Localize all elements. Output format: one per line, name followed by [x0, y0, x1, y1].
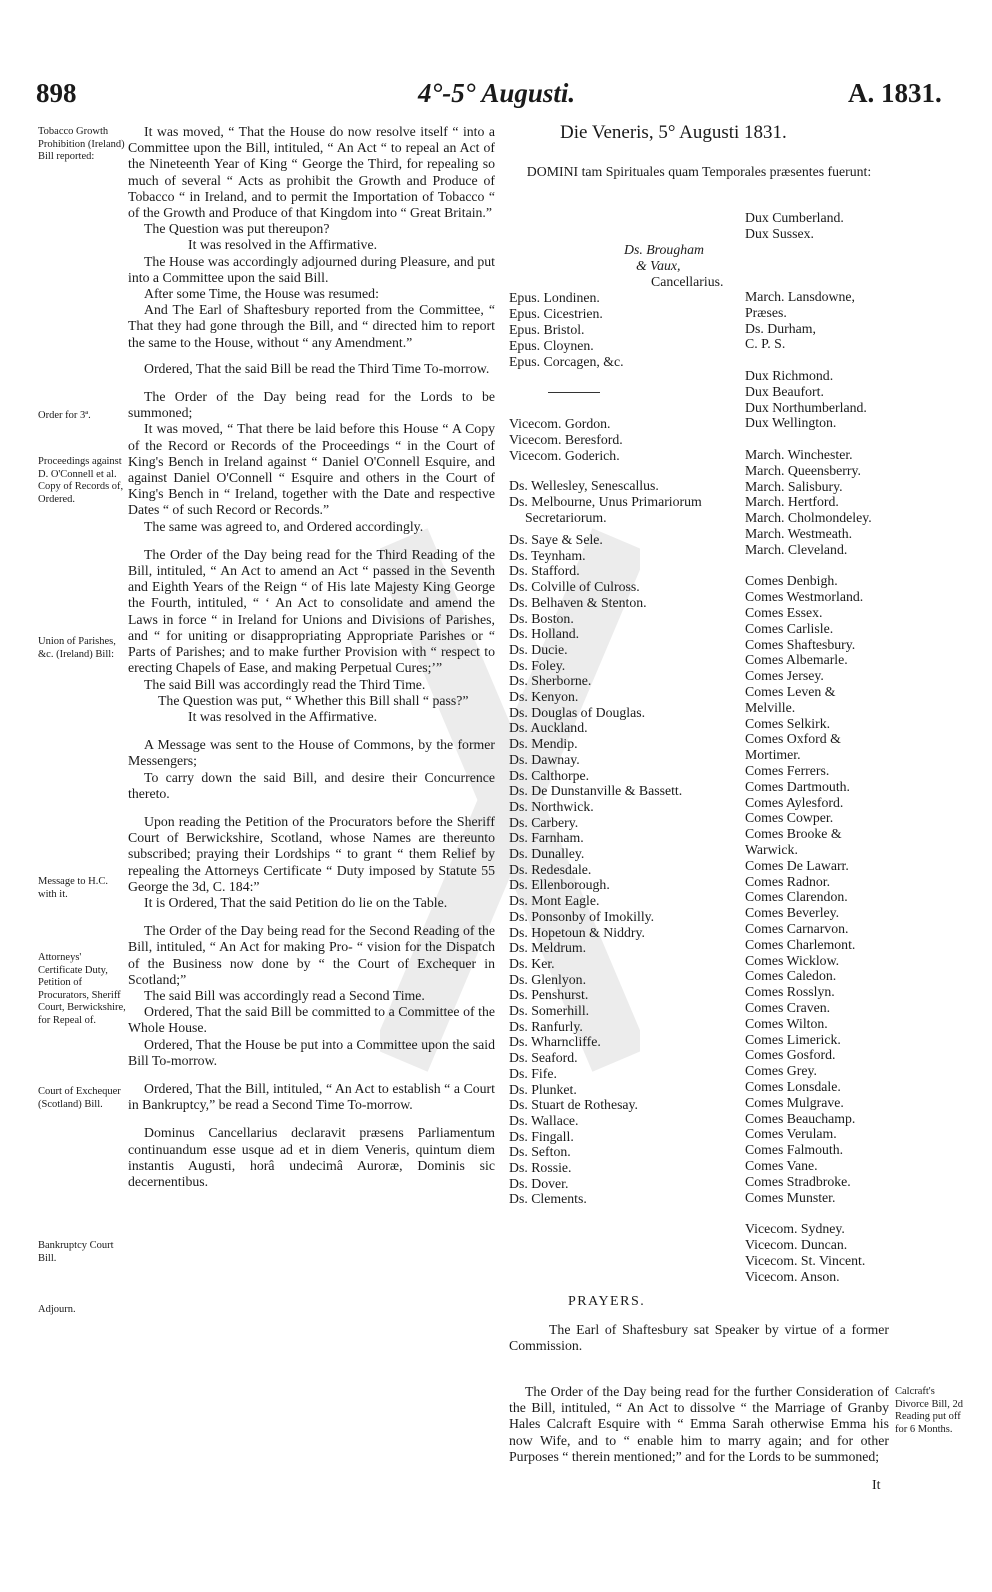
baron-entry: Ds. De Dunstanville & Bassett. — [509, 783, 683, 799]
viscount-entry: Vicecom. Beresford. — [509, 432, 623, 447]
peer-entry: Vicecom. St. Vincent. — [745, 1252, 866, 1268]
peer-entry: Comes Essex. — [745, 605, 823, 620]
peer-entry: Comes Gosford. — [745, 1047, 836, 1063]
baron-entry: Ds. Carbery. — [509, 814, 579, 830]
baron-entry: Ds. Dunalley. — [509, 846, 585, 861]
baron-entry: Ds. Seaford. — [509, 1050, 578, 1066]
peer-entry: C. P. S. — [745, 336, 786, 352]
peer-entry: Comes Mulgrave. — [745, 1094, 844, 1110]
baron-entry: Ds. Ker. — [509, 955, 555, 971]
baron-entry: Ds. Clements. — [509, 1191, 587, 1207]
peer-entry: Vicecom. Duncan. — [745, 1237, 848, 1252]
tobacco-question: The Question was put thereupon? — [144, 221, 330, 237]
order-third-reading: Ordered, That the said Bill be read the Third Time To-morrow. — [144, 360, 490, 376]
adjourn-declaration: Dominus Cancellarius declaravit præsens Parliamentum continuandum esse usque ad et in diem Veneris, quintum diem instantis Augusti, horâ undecimâ Auroræ, Dominis sic decernentibus. — [128, 1125, 495, 1189]
baron-entry: Ds. Ranfurly. — [509, 1018, 583, 1034]
attendance-intro: DOMINI tam Spirituales quam Temporales præsentes fuerunt: — [526, 164, 872, 179]
peer-entry: Comes Lonsdale. — [745, 1079, 841, 1094]
baron-entry: Ds. Rossie. — [509, 1160, 572, 1175]
exchequer-committee: Ordered, That the House be put into a Committee upon the said Bill To-morrow. — [128, 1036, 495, 1068]
tobacco-resumed: After some Time, the House was resumed: — [144, 286, 379, 302]
margin-note-adjourn: Adjourn. — [38, 1304, 76, 1315]
chancellor-name: Ds. Brougham — [624, 242, 704, 257]
baron-entry: Ds. Belhaven & Stenton. — [509, 594, 647, 610]
peer-entry: Comes Selkirk. — [745, 715, 831, 731]
baron-entry: Ds. Plunket. — [509, 1081, 577, 1097]
baron-entry: Ds. Calthorpe. — [509, 767, 590, 783]
peer-entry: March. Hertford. — [745, 494, 839, 510]
baron-entry: Ds. Somerhill. — [509, 1003, 590, 1018]
margin-note-bankruptcy: Bankruptcy Court Bill. — [38, 1240, 114, 1264]
peer-entry: Mortimer. — [745, 747, 801, 763]
peer-entry: Comes Brooke & — [745, 826, 842, 842]
peer-entry: Comes Carlisle. — [745, 620, 834, 636]
baron-entry: Ds. Kenyon. — [509, 689, 579, 704]
peer-entry: Comes Dartmouth. — [745, 778, 850, 794]
baron-entry: Ds. Ponsonby of Imokilly. — [509, 908, 655, 924]
peer-entry: Comes Westmorland. — [745, 589, 864, 605]
baron-entry: Ds. Holland. — [509, 626, 580, 642]
margin-note-order3: Order for 3ª. — [38, 410, 91, 421]
page-year: A. 1831. — [848, 78, 942, 108]
bankruptcy-ordered: Ordered, That the Bill, intituled, “ An Act to establish “ a Court in Bankruptcy,” be read a Second Time To-morrow. — [128, 1080, 495, 1113]
peer-entry: Dux Beaufort. — [745, 383, 824, 399]
peer-entry: Dux Cumberland. — [745, 210, 844, 225]
peer-entry: Comes Albemarle. — [745, 652, 848, 668]
bishop-entry: Epus. Cicestrien. — [509, 306, 603, 321]
catchword: It — [872, 1478, 881, 1493]
message-carry: To carry down the said Bill, and desire their Concurrence thereto. — [128, 769, 495, 801]
baron-entry: Ds. Mont Eagle. — [509, 893, 600, 909]
baron-entry: Ds. Dawnay. — [509, 751, 580, 767]
baron-entry: Ds. Fingall. — [509, 1128, 574, 1144]
peer-entry: Comes Stradbroke. — [745, 1173, 851, 1189]
margin-note-attorneys: Attorneys' Certificate Duty, Petition of Procurators, Sheriff Court, Berwickshire, for Repeal of. — [38, 952, 126, 1026]
peer-entry: Comes Radnor. — [745, 873, 831, 889]
oconnell-agreed: The same was agreed to, and Ordered accordingly. — [144, 518, 424, 534]
peer-entry: Dux Wellington. — [745, 415, 837, 431]
baron-entry: Ds. Glenlyon. — [509, 971, 587, 987]
baron-entry: Ds. Wallace. — [509, 1112, 579, 1128]
peer-entry: Vicecom. Anson. — [745, 1268, 840, 1284]
baron-entry: Ds. Stuart de Rothesay. — [509, 1097, 639, 1113]
page-date: 4°-5° Augusti. — [418, 78, 576, 108]
baron-entry: Ds. Mendip. — [509, 736, 578, 752]
parishes-read: The said Bill was accordingly read the Third Time. — [144, 676, 426, 692]
peer-entry: Comes Cowper. — [745, 810, 834, 826]
bishop-entry: Epus. Cloynen. — [509, 338, 594, 353]
peer-entry: Comes Verulam. — [745, 1126, 837, 1142]
viscount-entry: Vicecom. Goderich. — [509, 448, 620, 463]
peer-entry: Dux Sussex. — [745, 225, 814, 241]
baron-entry: Ds. Saye & Sele. — [509, 532, 603, 547]
baron-entry: Ds. Foley. — [509, 657, 566, 673]
peer-entry: Comes Carnarvon. — [745, 921, 849, 936]
baron-entry: Ds. Douglas of Douglas. — [509, 704, 646, 720]
message-sent: A Message was sent to the House of Commons, by the former Messengers; — [128, 737, 495, 769]
parishes-resolved: It was resolved in the Affirmative. — [188, 708, 378, 724]
exchequer-read: The said Bill was accordingly read a Second Time. — [144, 987, 425, 1003]
baron-entry: Ds. Dover. — [509, 1175, 569, 1191]
prayers-heading: PRAYERS. — [568, 1294, 646, 1309]
bishop-entry: Epus. Londinen. — [509, 290, 600, 305]
page-number: 898 — [36, 78, 77, 108]
peer-entry: Comes Caledon. — [745, 968, 837, 984]
baron-entry: Ds. Ducie. — [509, 641, 568, 657]
baron-entry: Ds. Northwick. — [509, 798, 594, 814]
baron-entry: Ds. Meldrum. — [509, 940, 587, 956]
baron-entry: Ds. Teynham. — [509, 547, 586, 563]
peer-entry: Melville. — [745, 699, 796, 715]
peer-entry: March. Cleveland. — [745, 541, 848, 557]
peer-entry: Comes Rosslyn. — [745, 984, 835, 1000]
baron-entry: Ds. Sherborne. — [509, 673, 592, 689]
margin-note-message: Message to H.C. with it. — [38, 876, 108, 900]
calcraft-order: The Order of the Day being read for the further Consideration of the Bill, intituled, “ An Act to dissolve “ the Marriage of Granby Hales Calcraft Esquire with “ Emma Sarah otherwise Emma his now Wife, and to “ enable him to marry again; and for other Purposes “ therein mentioned;” and for the Lords to be summoned; — [509, 1384, 889, 1464]
oconnell-motion: It was moved, “ That there be laid before this House “ A Copy of the Record or Records of the Proceedings “ in the Court of King's Bench in Ireland against “ Daniel O'Connell Esquire, and against Daniel O'Connell “ Esquire and others in the Court of King's Bench in “ Ireland, together with the Date and respective Dates “ of such Record or Records.” — [128, 421, 495, 518]
margin-note-tobacco: Tobacco Growth Prohibition (Ireland) Bill reported: — [38, 126, 125, 162]
margin-note-exchequer: Court of Exchequer (Scotland) Bill. — [38, 1086, 121, 1110]
ds-wellesley: Ds. Wellesley, Senescallus. — [509, 478, 659, 493]
baron-entry: Ds. Redesdale. — [509, 861, 592, 877]
divider — [548, 392, 600, 393]
attorneys-petition: Upon reading the Petition of the Procurators before the Sheriff Court of Berwickshire, Scotland, whose Names are thereunto subscribed; praying their Lordships “ to grant “ them Relief by repealing the Attorneys Certificate “ Duty imposed by Statute 55 George the 3d, C. 184:” — [128, 813, 495, 894]
baron-entry: Ds. Stafford. — [509, 563, 580, 579]
peer-entry: March. Queensberry. — [745, 462, 861, 478]
chancellor-title-2: & Vaux, — [636, 258, 681, 273]
baron-entry: Ds. Boston. — [509, 610, 574, 626]
margin-note-oconnell: Proceedings against D. O'Connell et al. Copy of Records of, Ordered. — [38, 456, 124, 505]
tobacco-report: And The Earl of Shaftesbury reported from the Committee, “ That they had gone through the Bill, and “ directed him to report the same to the House, without “ any Amendment.” — [128, 302, 495, 350]
peer-entry: March. Winchester. — [745, 447, 853, 462]
peer-entry: Comes Shaftesbury. — [745, 636, 856, 652]
peer-entry: Comes Denbigh. — [745, 573, 838, 589]
baron-entry: Ds. Wharncliffe. — [509, 1034, 601, 1050]
peer-entry: Comes Munster. — [745, 1189, 836, 1205]
peer-entry: Comes Aylesford. — [745, 794, 844, 810]
sitting-title: Die Veneris, 5° Augusti 1831. — [560, 122, 787, 143]
baron-entry: Ds. Hopetoun & Niddry. — [509, 924, 645, 940]
peer-entry: Vicecom. Sydney. — [745, 1221, 845, 1237]
peer-entry: Præses. — [745, 304, 787, 320]
peer-entry: Comes Grey. — [745, 1063, 817, 1079]
peer-entry: Comes Craven. — [745, 1000, 831, 1015]
peer-entry: Ds. Durham, — [745, 320, 816, 336]
attorneys-ordered: It is Ordered, That the said Petition do lie on the Table. — [144, 894, 448, 910]
peer-entry: Comes Charlemont. — [745, 936, 856, 952]
parishes-question: The Question was put, “ Whether this Bill shall “ pass?” — [158, 692, 469, 708]
baron-entry: Ds. Fife. — [509, 1065, 557, 1081]
tobacco-adjourned: The House was accordingly adjourned during Pleasure, and put into a Committee upon the said Bill. — [128, 253, 495, 285]
parishes-order: The Order of the Day being read for the Third Reading of the Bill, intituled, “ An Act to amend an Act “ passed in the Seventh and Eighth Years of the Reign “ of His late Majesty King George the Fourth, intituled, “ ‘ An Act to consolidate and amend the Laws in force “ in Ireland for Unions and Divisions of Parishes, and “ for uniting or disappropriating Appropriate Parishes or “ Parts of Parishes; and to make further Provision with “ respect to erecting Chapels of Ease, and making Perpetual Cures;’” — [128, 546, 495, 676]
exchequer-committed: Ordered, That the said Bill be committed to a Committee of the Whole House. — [128, 1004, 495, 1036]
bishop-entry: Epus. Corcagen, &c. — [509, 354, 624, 369]
peer-entry: March. Lansdowne, — [745, 289, 855, 304]
peer-entry: Comes Leven & — [745, 684, 836, 699]
margin-note-parishes: Union of Parishes, &c. (Ireland) Bill: — [38, 636, 116, 660]
peer-entry: Comes Jersey. — [745, 668, 824, 684]
exchequer-order: The Order of the Day being read for the Second Reading of the Bill, intituled, “ An Act for making Pro- “ vision for the Dispatch of the Business now done by “ the Court of Exchequer in Scotland;” — [128, 923, 495, 987]
baron-entry: Ds. Farnham. — [509, 830, 584, 846]
peer-entry: Comes Wilton. — [745, 1015, 828, 1031]
peer-entry: Comes Beauchamp. — [745, 1110, 856, 1126]
peer-entry: Comes Falmouth. — [745, 1142, 844, 1158]
peer-entry: Warwick. — [745, 842, 798, 857]
baron-entry: Ds. Ellenborough. — [509, 877, 610, 893]
tobacco-motion: It was moved, “ That the House do now resolve itself “ into a Committee upon the Bill, intituled, “ An Act “ to repeal an Act of the Nineteenth Year of King “ George the Third, for repealing so much of several “ Acts as prohibit the Growth and Produce of Tobacco “ in Ireland, and to permit the Importation of Tobacco “ of the Growth and Produce of that Kingdom into “ Great Britain.” — [128, 124, 495, 221]
peer-entry: Comes Oxford & — [745, 731, 841, 747]
peer-entry: Comes De Lawarr. — [745, 857, 849, 873]
baron-entry: Ds. Penshurst. — [509, 987, 589, 1003]
oconnell-order: The Order of the Day being read for the Lords to be summoned; — [128, 389, 495, 421]
peer-entry: Comes Ferrers. — [745, 763, 830, 778]
peer-entry: Comes Wicklow. — [745, 952, 840, 968]
peer-entry: Comes Limerick. — [745, 1031, 841, 1047]
chancellor-title: Cancellarius. — [651, 274, 724, 289]
baron-entry: Ds. Sefton. — [509, 1144, 571, 1160]
ds-melbourne: Ds. Melbourne, Unus Primariorum — [509, 494, 702, 509]
tobacco-resolved: It was resolved in the Affirmative. — [188, 237, 378, 253]
ds-melbourne-office: Secretariorum. — [525, 510, 607, 525]
speaker-note: The Earl of Shaftesbury sat Speaker by virtue of a former Commission. — [509, 1322, 889, 1354]
peer-entry: Dux Richmond. — [745, 368, 834, 383]
peer-entry: March. Westmeath. — [745, 526, 853, 541]
baron-entry: Ds. Colville of Culross. — [509, 579, 640, 595]
bishop-entry: Epus. Bristol. — [509, 322, 585, 337]
peer-entry: March. Cholmondeley. — [745, 510, 872, 526]
peer-entry: Dux Northumberland. — [745, 399, 867, 415]
viscount-entry: Vicecom. Gordon. — [509, 416, 611, 431]
baron-entry: Ds. Auckland. — [509, 720, 588, 736]
peer-entry: March. Salisbury. — [745, 478, 843, 494]
left-column — [128, 124, 495, 1190]
peer-entry: Comes Vane. — [745, 1158, 818, 1173]
peer-entry: Comes Clarendon. — [745, 889, 848, 905]
margin-note-calcraft: Calcraft's Divorce Bill, 2d Reading put off for 6 Months. — [895, 1386, 963, 1435]
peer-entry: Comes Beverley. — [745, 905, 840, 921]
